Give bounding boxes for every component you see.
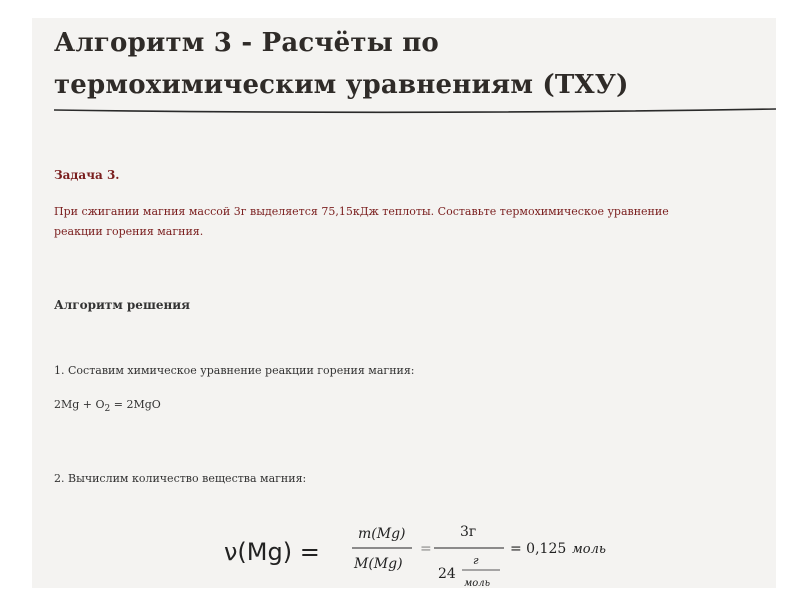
solution-heading: Алгоритм решения [54, 298, 191, 312]
equation-subscript: 2 [104, 404, 111, 415]
unit-numerator: г [473, 554, 479, 567]
formula-numerator: m(Mg) [358, 526, 406, 542]
task-text: При сжигании магния массой 3г выделяется 75,15кДж теплоты. Составьте термохимическое уравнение реакции горения магния. [54, 205, 669, 238]
equation-left: 2Mg + O [54, 398, 105, 411]
formula-denominator: M(Mg) [354, 556, 403, 572]
unit-denominator: моль [464, 578, 491, 588]
title-line-2: термохимическим уравнениям (ТХУ) [54, 70, 629, 100]
step-2-text: 2. Вычислим количество вещества магния: [54, 472, 307, 485]
value-numerator: 3г [460, 524, 477, 540]
formula-equals: = [420, 541, 432, 557]
formula-lhs: ν(Mg) = [224, 538, 320, 566]
reaction-equation [54, 398, 161, 414]
step-1-text: 1. Составим химическое уравнение реакции горения магния: [54, 364, 415, 377]
title-underline [54, 108, 776, 114]
page-title [54, 22, 629, 106]
equation-right: = 2MgO [110, 398, 161, 411]
document-page [32, 18, 776, 588]
task-heading: Задача 3. [54, 168, 120, 182]
title-line-1: Алгоритм 3 - Расчёты по [54, 28, 439, 58]
formula-result: = 0,125 [510, 541, 567, 557]
result-unit: моль [572, 542, 606, 557]
moles-formula [224, 510, 644, 588]
value-denominator: 24 [438, 566, 456, 582]
